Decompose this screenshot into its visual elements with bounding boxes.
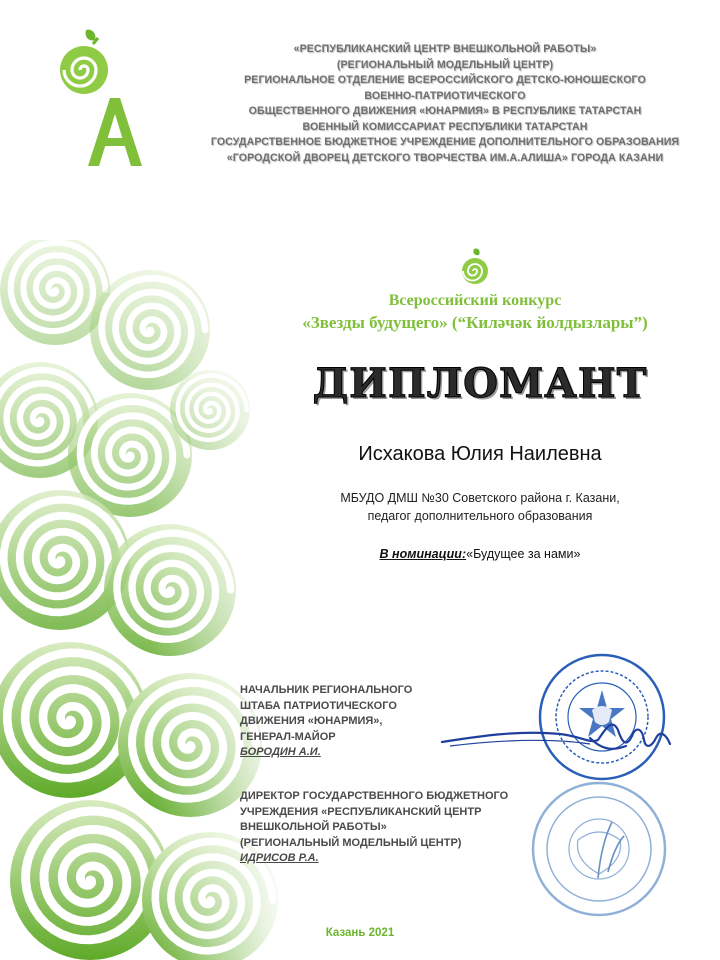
contest-name	[250, 290, 700, 334]
header-line: ВОЕННЫЙ КОМИССАРИАТ РЕСПУБЛИКИ ТАТАРСТАН	[302, 120, 588, 133]
signatory-name: ИДРИСОВ Р.А.	[240, 852, 319, 864]
footer-city-year: Казань 2021	[325, 927, 395, 939]
nomination-value: «Будущее за нами»	[466, 547, 581, 561]
header-line: ГОСУДАРСТВЕННОЕ БЮДЖЕТНОЕ УЧРЕЖДЕНИЕ ДОПОЛНИТЕЛЬНОГО ОБРАЗОВАНИЯ	[210, 136, 680, 148]
signature-position-line: ШТАБА ПАТРИОТИЧЕСКОГО	[240, 699, 397, 712]
signatory-name: БОРОДИН А.И.	[240, 746, 321, 758]
recipient-name: Исхакова Юлия Наилевна	[358, 443, 602, 465]
header-line: ОБЩЕСТВЕННОГО ДВИЖЕНИЯ «ЮНАРМИЯ» В РЕСПУБЛИКЕ ТАТАРСТАН	[248, 105, 642, 117]
diploma-title: ДИПЛОМАНТ	[312, 360, 648, 407]
organization-line-2: педагог дополнительного образования	[367, 509, 593, 523]
contest-line-1: Всероссийский конкурс	[388, 292, 562, 309]
header-line: «ГОРОДСКОЙ ДВОРЕЦ ДЕТСКОГО ТВОРЧЕСТВА ИМ.А.АЛИША» ГОРОДА КАЗАНИ	[226, 151, 664, 164]
header-line: «РЕСПУБЛИКАНСКИЙ ЦЕНТР ВНЕШКОЛЬНОЙ РАБОТЫ»	[293, 43, 597, 55]
nomination	[285, 547, 675, 561]
recipient-organization	[285, 489, 675, 525]
signature-position-line: (РЕГИОНАЛЬНЫЙ МОДЕЛЬНЫЙ ЦЕНТР)	[240, 836, 462, 849]
organization-line-1: МБУДО ДМШ №30 Советского района г. Казани,	[340, 491, 620, 505]
signature-position-line: ГЕНЕРАЛ-МАЙОР	[240, 730, 336, 743]
signature-position-line: ДВИЖЕНИЯ «ЮНАРМИЯ»,	[240, 715, 383, 727]
signature-position-line: НАЧАЛЬНИК РЕГИОНАЛЬНОГО	[240, 684, 413, 696]
signature-position-line: УЧРЕЖДЕНИЯ «РЕСПУБЛИКАНСКИЙ ЦЕНТР	[240, 805, 482, 818]
round-seal-stamp-icon	[528, 778, 670, 920]
header-line: ВОЕННО-ПАТРИОТИЧЕСКОГО	[364, 89, 526, 102]
header-line: (РЕГИОНАЛЬНЫЙ МОДЕЛЬНЫЙ ЦЕНТР)	[336, 58, 554, 71]
header-line: РЕГИОНАЛЬНОЕ ОТДЕЛЕНИЕ ВСЕРОССИЙСКОГО ДЕТСКО-ЮНОШЕСКОГО	[244, 74, 646, 86]
organizations-header	[195, 42, 695, 166]
signature-position-line: ДИРЕКТОР ГОСУДАРСТВЕННОГО БЮДЖЕТНОГО	[240, 790, 509, 802]
contest-line-2: «Звезды будущего» (“Киләчәк йолдызлары”)	[302, 313, 648, 332]
nomination-label: В номинации:	[379, 547, 467, 561]
apple-swirl-logo-icon	[48, 26, 148, 176]
apple-swirl-icon	[460, 247, 490, 287]
signature-position-line: ВНЕШКОЛЬНОЙ РАБОТЫ»	[240, 821, 387, 833]
signature-block-regional-head	[240, 683, 540, 761]
signature-block-director	[240, 789, 540, 867]
